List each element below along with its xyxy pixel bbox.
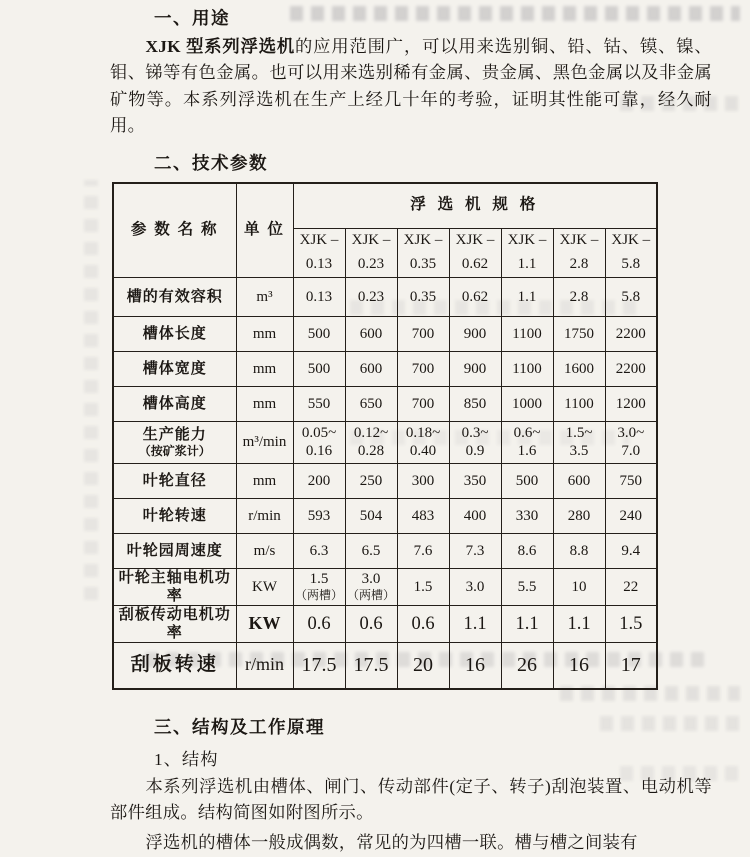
value-cell: 650	[345, 386, 397, 421]
unit-cell: mm	[236, 386, 293, 421]
unit-cell: mm	[236, 351, 293, 386]
unit-cell: KW	[236, 605, 293, 642]
value-cell: 280	[553, 498, 605, 533]
param-name-cell: 槽体宽度	[113, 351, 236, 386]
table-header-row-1	[113, 183, 657, 229]
model-header-cell: XJK – 0.23	[345, 228, 397, 277]
value-cell: 1200	[605, 386, 657, 421]
spec-table	[112, 182, 658, 690]
value-cell: 5.8	[605, 277, 657, 316]
model-header-cell: XJK – 5.8	[605, 228, 657, 277]
value-cell: 483	[397, 498, 449, 533]
usage-paragraph	[110, 34, 712, 140]
param-name-cell: 槽体高度	[113, 386, 236, 421]
model-header-cell: XJK – 0.35	[397, 228, 449, 277]
value-cell: 10	[553, 568, 605, 605]
value-cell: 550	[293, 386, 345, 421]
table-row	[113, 386, 657, 421]
value-cell: 17.5	[293, 642, 345, 689]
structure-paragraph-1: 本系列浮选机由槽体、闸门、传动部件(定子、转子)刮泡装置、电动机等部件组成。结构简图如附图所示。	[110, 776, 712, 823]
usage-paragraph-body: 的应用范围广，可以用来选别铜、铅、钴、镆、镍、钼、锑等有色金属。也可以用来选别稀有金属、贵金属、黑色金属以及非金属矿物等。本系列浮选机在生产上经几十年的考验，证明其性能可靠，经久耐用。	[110, 37, 712, 136]
unit-cell: mm	[236, 316, 293, 351]
value-cell: 600	[345, 316, 397, 351]
value-cell: 500	[293, 316, 345, 351]
table-row	[113, 642, 657, 689]
table-row	[113, 533, 657, 568]
unit-cell: m/s	[236, 533, 293, 568]
unit-cell: r/min	[236, 642, 293, 689]
value-cell: 0.3~ 0.9	[449, 421, 501, 463]
value-cell: 1.5	[605, 605, 657, 642]
value-cell: 3.0	[449, 568, 501, 605]
param-name-cell: 叶轮主轴电机功率	[113, 568, 236, 605]
value-cell: 240	[605, 498, 657, 533]
structure-paragraph-2: 浮选机的槽体一般成偶数，常见的为四槽一联。槽与槽之间装有	[145, 833, 638, 853]
table-row	[113, 498, 657, 533]
value-cell: 330	[501, 498, 553, 533]
model-header-cell: XJK – 1.1	[501, 228, 553, 277]
unit-cell: m³/min	[236, 421, 293, 463]
value-cell: 0.12~ 0.28	[345, 421, 397, 463]
value-cell: 1.1	[501, 605, 553, 642]
value-cell: 0.62	[449, 277, 501, 316]
value-cell: 700	[397, 386, 449, 421]
value-cell: 17	[605, 642, 657, 689]
param-name-cell: 叶轮直径	[113, 463, 236, 498]
structure-heading: 三、结构及工作原理	[154, 716, 325, 737]
param-name-cell: 叶轮转速	[113, 498, 236, 533]
value-cell: 7.3	[449, 533, 501, 568]
spec-group-header: 浮 选 机 规 格	[293, 183, 657, 229]
value-cell: 2200	[605, 351, 657, 386]
value-cell: 1.5~ 3.5	[553, 421, 605, 463]
param-name-cell: 生产能力 （按矿浆计）	[113, 421, 236, 463]
param-name-header: 参 数 名 称	[113, 183, 236, 278]
spec-table-body	[113, 277, 657, 689]
value-cell: 3.0 （两槽）	[345, 568, 397, 605]
value-cell: 22	[605, 568, 657, 605]
value-cell: 500	[293, 351, 345, 386]
value-cell: 2200	[605, 316, 657, 351]
table-row	[113, 605, 657, 642]
table-row	[113, 421, 657, 463]
model-header-cell: XJK – 0.62	[449, 228, 501, 277]
value-cell: 250	[345, 463, 397, 498]
unit-cell: mm	[236, 463, 293, 498]
structure-subheading: 1、结构	[154, 749, 219, 769]
model-header-cell: XJK – 0.13	[293, 228, 345, 277]
value-cell: 1.1	[449, 605, 501, 642]
value-cell: 350	[449, 463, 501, 498]
value-cell: 1100	[501, 351, 553, 386]
value-cell: 26	[501, 642, 553, 689]
value-cell: 700	[397, 351, 449, 386]
value-cell: 2.8	[553, 277, 605, 316]
table-row	[113, 463, 657, 498]
value-cell: 600	[345, 351, 397, 386]
unit-header: 单 位	[236, 183, 293, 278]
value-cell: 1100	[553, 386, 605, 421]
value-cell: 16	[449, 642, 501, 689]
value-cell: 16	[553, 642, 605, 689]
usage-paragraph-lead: XJK 型系列浮选机	[145, 37, 296, 56]
value-cell: 700	[397, 316, 449, 351]
value-cell: 20	[397, 642, 449, 689]
value-cell: 8.8	[553, 533, 605, 568]
param-name-cell: 刮板传动电机功率	[113, 605, 236, 642]
table-row	[113, 568, 657, 605]
value-cell: 0.23	[345, 277, 397, 316]
value-cell: 1.1	[501, 277, 553, 316]
param-name-cell: 刮板转速	[113, 642, 236, 689]
param-name-cell: 槽的有效容积	[113, 277, 236, 316]
value-cell: 300	[397, 463, 449, 498]
value-cell: 1.5	[397, 568, 449, 605]
value-cell: 1.1	[553, 605, 605, 642]
unit-cell: r/min	[236, 498, 293, 533]
value-cell: 400	[449, 498, 501, 533]
value-cell: 1750	[553, 316, 605, 351]
value-cell: 504	[345, 498, 397, 533]
value-cell: 900	[449, 316, 501, 351]
value-cell: 750	[605, 463, 657, 498]
value-cell: 6.3	[293, 533, 345, 568]
value-cell: 9.4	[605, 533, 657, 568]
value-cell: 1000	[501, 386, 553, 421]
params-heading: 二、技术参数	[154, 152, 268, 173]
value-cell: 0.18~ 0.40	[397, 421, 449, 463]
value-cell: 500	[501, 463, 553, 498]
value-cell: 0.35	[397, 277, 449, 316]
value-cell: 0.6	[397, 605, 449, 642]
value-cell: 17.5	[345, 642, 397, 689]
unit-cell: KW	[236, 568, 293, 605]
value-cell: 600	[553, 463, 605, 498]
param-name-cell: 槽体长度	[113, 316, 236, 351]
value-cell: 7.6	[397, 533, 449, 568]
value-cell: 6.5	[345, 533, 397, 568]
value-cell: 1100	[501, 316, 553, 351]
value-cell: 8.6	[501, 533, 553, 568]
table-row	[113, 316, 657, 351]
table-row	[113, 277, 657, 316]
table-row	[113, 351, 657, 386]
value-cell: 1600	[553, 351, 605, 386]
param-name-cell: 叶轮园周速度	[113, 533, 236, 568]
usage-heading: 一、用途	[154, 8, 230, 28]
value-cell: 200	[293, 463, 345, 498]
value-cell: 0.6	[293, 605, 345, 642]
value-cell: 593	[293, 498, 345, 533]
value-cell: 3.0~ 7.0	[605, 421, 657, 463]
model-header-cell: XJK – 2.8	[553, 228, 605, 277]
value-cell: 0.6	[345, 605, 397, 642]
value-cell: 900	[449, 351, 501, 386]
value-cell: 5.5	[501, 568, 553, 605]
value-cell: 0.05~ 0.16	[293, 421, 345, 463]
value-cell: 0.6~ 1.6	[501, 421, 553, 463]
unit-cell: m³	[236, 277, 293, 316]
value-cell: 0.13	[293, 277, 345, 316]
value-cell: 850	[449, 386, 501, 421]
value-cell: 1.5 （两槽）	[293, 568, 345, 605]
